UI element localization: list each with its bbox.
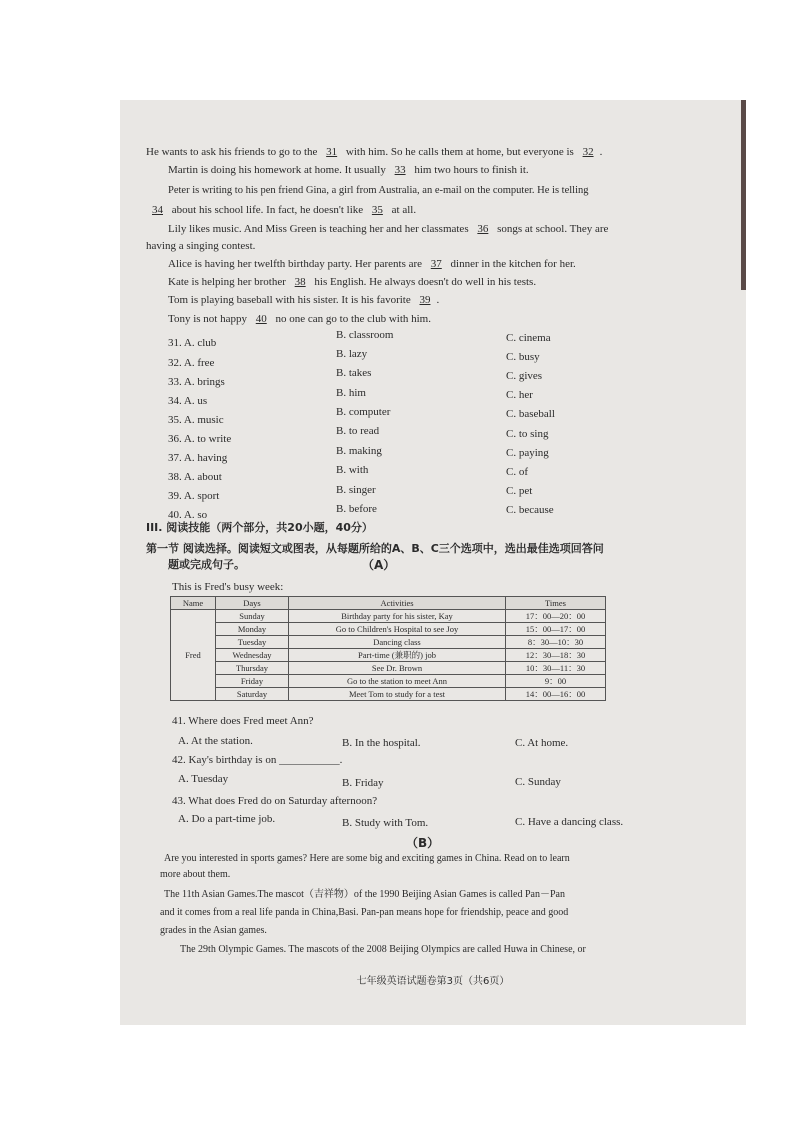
text: having a singing contest. <box>146 240 256 252</box>
activity-cell: Go to Children's Hospital to see Joy <box>289 623 506 636</box>
blank-35: 35 <box>371 204 383 216</box>
activity-cell: Meet Tom to study for a test <box>289 688 506 701</box>
day-cell: Tuesday <box>216 636 289 649</box>
blank-34: 34 <box>152 204 163 216</box>
cloze-line-10 <box>168 312 431 326</box>
table-intro: This is Fred's busy week: <box>172 581 284 593</box>
table-row <box>171 649 606 662</box>
option-b: B. making <box>336 445 382 457</box>
section-instruction: 第一节 阅读选择。阅读短文或图表，从每题所给的A、B、C三个选项中，选出最佳选项回答问 <box>146 542 604 555</box>
name-cell: Fred <box>171 610 216 701</box>
table-row <box>171 662 606 675</box>
option-c: C. busy <box>506 351 540 363</box>
cloze-line-5 <box>168 222 608 236</box>
table-row <box>171 623 606 636</box>
option-c: C. paying <box>506 447 549 459</box>
day-cell: Sunday <box>216 610 289 623</box>
table-row <box>171 636 606 649</box>
text: . <box>436 294 440 306</box>
option-a: 37. A. having <box>168 452 228 464</box>
time-cell: 10：30—11：30 <box>506 662 606 675</box>
part-b-label: （B） <box>406 836 440 850</box>
option-a: 33. A. brings <box>168 376 225 388</box>
option-a: 38. A. about <box>168 471 222 483</box>
blank-36: 36 <box>477 223 489 235</box>
time-cell: 8：30—10：30 <box>506 636 606 649</box>
option-c: C. her <box>506 389 533 401</box>
time-cell: 9：00 <box>506 675 606 688</box>
option-b: B. with <box>336 464 369 476</box>
text: Kate is helping her brother <box>168 276 289 288</box>
table-header-row <box>171 597 606 610</box>
day-cell: Saturday <box>216 688 289 701</box>
time-cell: 17：00—20：00 <box>506 610 606 623</box>
activity-cell: Dancing class <box>289 636 506 649</box>
cloze-line-9 <box>168 293 439 307</box>
option-b: B. him <box>336 387 366 399</box>
text: no one can go to the club with him. <box>272 313 431 325</box>
table-row <box>171 688 606 701</box>
blank-38: 38 <box>294 276 306 288</box>
text: Martin is doing his homework at home. It usually <box>168 164 389 176</box>
text: songs at school. They are <box>494 223 609 235</box>
option-a: A. Do a part-time job. <box>178 813 276 825</box>
day-cell: Wednesday <box>216 649 289 662</box>
question-41: 41. Where does Fred meet Ann? <box>172 715 314 727</box>
option-b: B. Study with Tom. <box>342 817 429 829</box>
option-b: B. In the hospital. <box>342 737 421 749</box>
cloze-line-6 <box>146 239 255 253</box>
option-a: A. At the station. <box>178 735 253 747</box>
day-cell: Thursday <box>216 662 289 675</box>
blank-32: 32 <box>582 146 594 158</box>
option-b: B. singer <box>336 484 376 496</box>
schedule-table <box>170 596 606 701</box>
col-header: Name <box>171 597 216 610</box>
option-b: B. classroom <box>336 329 394 341</box>
text: dinner in the kitchen for her. <box>447 258 576 270</box>
option-a: 39. A. sport <box>168 490 220 502</box>
blank-37: 37 <box>430 258 442 270</box>
option-c: C. pet <box>506 485 533 497</box>
col-header: Days <box>216 597 289 610</box>
option-c: C. gives <box>506 370 543 382</box>
question-43: 43. What does Fred do on Saturday afternoon? <box>172 795 378 807</box>
blank-40: 40 <box>255 313 267 325</box>
text: him two hours to finish it. <box>411 164 529 176</box>
passage-b-line: grades in the Asian games. <box>160 925 267 936</box>
part-a-label: （A） <box>362 558 396 572</box>
text: at all. <box>388 204 417 216</box>
question-42: 42. Kay's birthday is on ___________. <box>172 754 343 766</box>
time-cell: 14：00—16：00 <box>506 688 606 701</box>
passage-b-line: more about them. <box>160 869 231 880</box>
passage-b-line: and it comes from a real life panda in China,Basi. Pan-pan means hope for friendship, peace and good <box>160 907 569 918</box>
option-b: B. Friday <box>342 777 384 789</box>
page-footer: 七年级英语试题卷第3页（共6页） <box>356 976 510 987</box>
cloze-line-8 <box>168 275 536 289</box>
option-b: B. computer <box>336 406 391 418</box>
activity-cell: Birthday party for his sister, Kay <box>289 610 506 623</box>
text: Lily likes music. And Miss Green is teaching her and her classmates <box>168 223 472 235</box>
option-c: C. because <box>506 504 554 516</box>
passage-b-line: The 11th Asian Games.The mascot（吉祥物）of the 1990 Beijing Asian Games is called Pan－Pan <box>164 889 565 900</box>
option-c: C. baseball <box>506 408 555 420</box>
option-a: 34. A. us <box>168 395 208 407</box>
option-b: B. to read <box>336 425 380 437</box>
day-cell: Friday <box>216 675 289 688</box>
text: . <box>599 146 603 158</box>
option-c: C. Sunday <box>515 776 561 788</box>
activity-cell: See Dr. Brown <box>289 662 506 675</box>
text: with him. So he calls them at home, but everyone is <box>343 146 577 158</box>
option-c: C. Have a dancing class. <box>515 816 624 828</box>
cloze-line-2 <box>168 163 529 177</box>
option-a: A. Tuesday <box>178 773 229 785</box>
col-header: Times <box>506 597 606 610</box>
option-a: 31. A. club <box>168 337 217 349</box>
section-heading: III. 阅读技能（两个部分，共20小题，40分） <box>146 521 373 534</box>
cloze-line-1 <box>146 145 602 159</box>
option-b: B. lazy <box>336 348 368 360</box>
text: Tom is playing baseball with his sister. It is his favorite <box>168 294 414 306</box>
cloze-line-4 <box>146 203 416 217</box>
exam-page <box>120 100 746 1025</box>
option-c: C. cinema <box>506 332 551 344</box>
activity-cell: Go to the station to meet Ann <box>289 675 506 688</box>
cloze-line-7 <box>168 257 576 271</box>
text: Peter is writing to his pen friend Gina, a girl from Australia, an e-mail on the computer. He is telling <box>168 185 589 196</box>
option-a: 32. A. free <box>168 357 215 369</box>
section-instruction-cont: 题或完成句子。 <box>168 558 245 571</box>
cloze-line-3 <box>168 184 589 198</box>
table-row <box>171 675 606 688</box>
passage-b-line: Are you interested in sports games? Here are some big and exciting games in China. Read on to learn <box>164 853 570 864</box>
blank-33: 33 <box>394 164 406 176</box>
col-header: Activities <box>289 597 506 610</box>
text: about his school life. In fact, he doesn't like <box>169 204 366 216</box>
page-edge-shadow <box>741 100 746 290</box>
option-b: B. before <box>336 503 377 515</box>
table-row <box>171 610 606 623</box>
option-c: C. At home. <box>515 737 569 749</box>
time-cell: 12：30—18：30 <box>506 649 606 662</box>
blank-31: 31 <box>326 146 338 158</box>
text: his English. He always doesn't do well in his tests. <box>311 276 537 288</box>
text: Tony is not happy <box>168 313 250 325</box>
option-b: B. takes <box>336 367 372 379</box>
option-a: 40. A. so <box>168 509 208 521</box>
day-cell: Monday <box>216 623 289 636</box>
text: He wants to ask his friends to go to the <box>146 146 321 158</box>
blank-39: 39 <box>419 294 431 306</box>
text: Alice is having her twelfth birthday party. Her parents are <box>168 258 425 270</box>
option-a: 36. A. to write <box>168 433 232 445</box>
option-c: C. of <box>506 466 528 478</box>
passage-b-line: The 29th Olympic Games. The mascots of the 2008 Beijing Olympics are called Huwa in Chinese, or <box>180 944 586 955</box>
option-c: C. to sing <box>506 428 549 440</box>
activity-cell: Part-time (兼职的) job <box>289 649 506 662</box>
time-cell: 15：00—17：00 <box>506 623 606 636</box>
option-a: 35. A. music <box>168 414 224 426</box>
